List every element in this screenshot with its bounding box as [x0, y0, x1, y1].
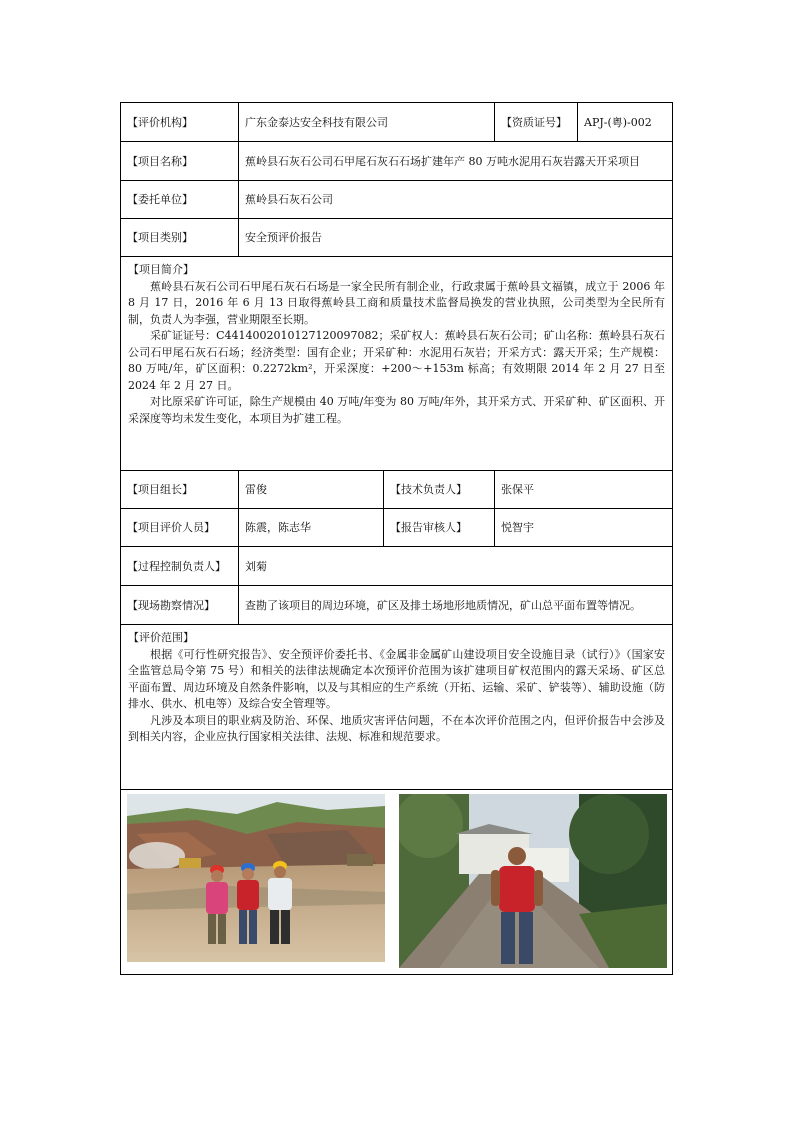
client-value: 蕉岭县石灰石公司	[239, 181, 673, 219]
row-leader	[121, 471, 673, 509]
row-scope	[121, 625, 673, 790]
intro-section	[121, 257, 673, 471]
row-intro	[121, 257, 673, 471]
intro-paragraph-2: 采矿证证号：C4414002010127120097082；采矿权人：蕉岭县石灰石公司；矿山名称：蕉岭县石灰石公司石甲尾石灰石石场；经济类型：国有企业；开采矿种：水泥用石灰岩；开采方式：露天开采；生产规模：80 万吨/年，矿区面积：0.2272km²，开采深度：+200～+153m 标高；有效期限 2014 年 2 月 27 日至 2024 年 2 月 27 日。	[128, 329, 665, 392]
client-label: 【委托单位】	[121, 181, 239, 219]
row-photos	[121, 790, 673, 975]
staff-value: 陈震，陈志华	[239, 509, 384, 547]
leader-value: 雷俊	[239, 471, 384, 509]
category-value: 安全预评价报告	[239, 219, 673, 257]
scope-paragraph-1: 根据《可行性研究报告》、安全预评价委托书、《金属非金属矿山建设项目安全设施目录（试行）》（国家安全监管总局令第 75 号）和相关的法律法规确定本次预评价范围为该扩建项目矿权范围内的露天采场、矿区总平面布置、周边环境及自然条件影响，以及与其相应的生产系统（开拓、运输、采矿、铲装等）、辅助设施（防排水、供水、机电等）及综合安全管理等。	[128, 647, 665, 710]
row-client	[121, 181, 673, 219]
tech-label: 【技术负责人】	[384, 471, 495, 509]
site-photos	[121, 790, 673, 975]
process-label: 【过程控制负责人】	[121, 547, 239, 586]
cert-value: APJ-(粤)-002	[578, 103, 673, 142]
scope-paragraph-2: 凡涉及本项目的职业病及防治、环保、地质灾害评估问题，不在本次评价范围之内，但评价报告中会涉及到相关内容，企业应执行国家相关法律、法规、标准和规范要求。	[128, 713, 665, 743]
project-label: 【项目名称】	[121, 142, 239, 181]
intro-paragraph-1: 蕉岭县石灰石公司石甲尾石灰石石场是一家全民所有制企业，行政隶属于蕉岭县文福镇，成立于 2006 年 8 月 17 日，2016 年 6 月 13 日取得蕉岭县工商和质量技术监督局换发的营业执照，公司类型为全民所有制，负责人为李强，营业期限至长期。	[128, 279, 665, 326]
cert-label: 【资质证号】	[495, 103, 578, 142]
reviewer-value: 悦智宇	[495, 509, 673, 547]
row-org	[121, 103, 673, 142]
intro-paragraph-3: 对比原采矿许可证，除生产规模由 40 万吨/年变为 80 万吨/年外，其开采方式、开采矿种、矿区面积、开采深度等均未发生变化，本项目为扩建工程。	[128, 395, 665, 425]
site-road-photo	[399, 794, 667, 968]
org-label: 【评价机构】	[121, 103, 239, 142]
row-survey	[121, 586, 673, 625]
row-project	[121, 142, 673, 181]
evaluation-info-table	[120, 102, 673, 975]
reviewer-label: 【报告审核人】	[384, 509, 495, 547]
row-category	[121, 219, 673, 257]
quarry-team-photo	[127, 794, 385, 962]
scope-section	[121, 625, 673, 790]
process-value: 刘菊	[239, 547, 673, 586]
scope-title: 【评价范围】	[128, 631, 194, 644]
row-process	[121, 547, 673, 586]
tech-value: 张保平	[495, 471, 673, 509]
category-label: 【项目类别】	[121, 219, 239, 257]
org-value: 广东金泰达安全科技有限公司	[239, 103, 495, 142]
project-value: 蕉岭县石灰石公司石甲尾石灰石石场扩建年产 80 万吨水泥用石灰岩露天开采项目	[239, 142, 673, 181]
survey-label: 【现场勘察情况】	[121, 586, 239, 625]
leader-label: 【项目组长】	[121, 471, 239, 509]
survey-value: 查勘了该项目的周边环境，矿区及排土场地形地质情况，矿山总平面布置等情况。	[239, 586, 673, 625]
row-staff	[121, 509, 673, 547]
intro-title: 【项目简介】	[128, 263, 194, 276]
staff-label: 【项目评价人员】	[121, 509, 239, 547]
